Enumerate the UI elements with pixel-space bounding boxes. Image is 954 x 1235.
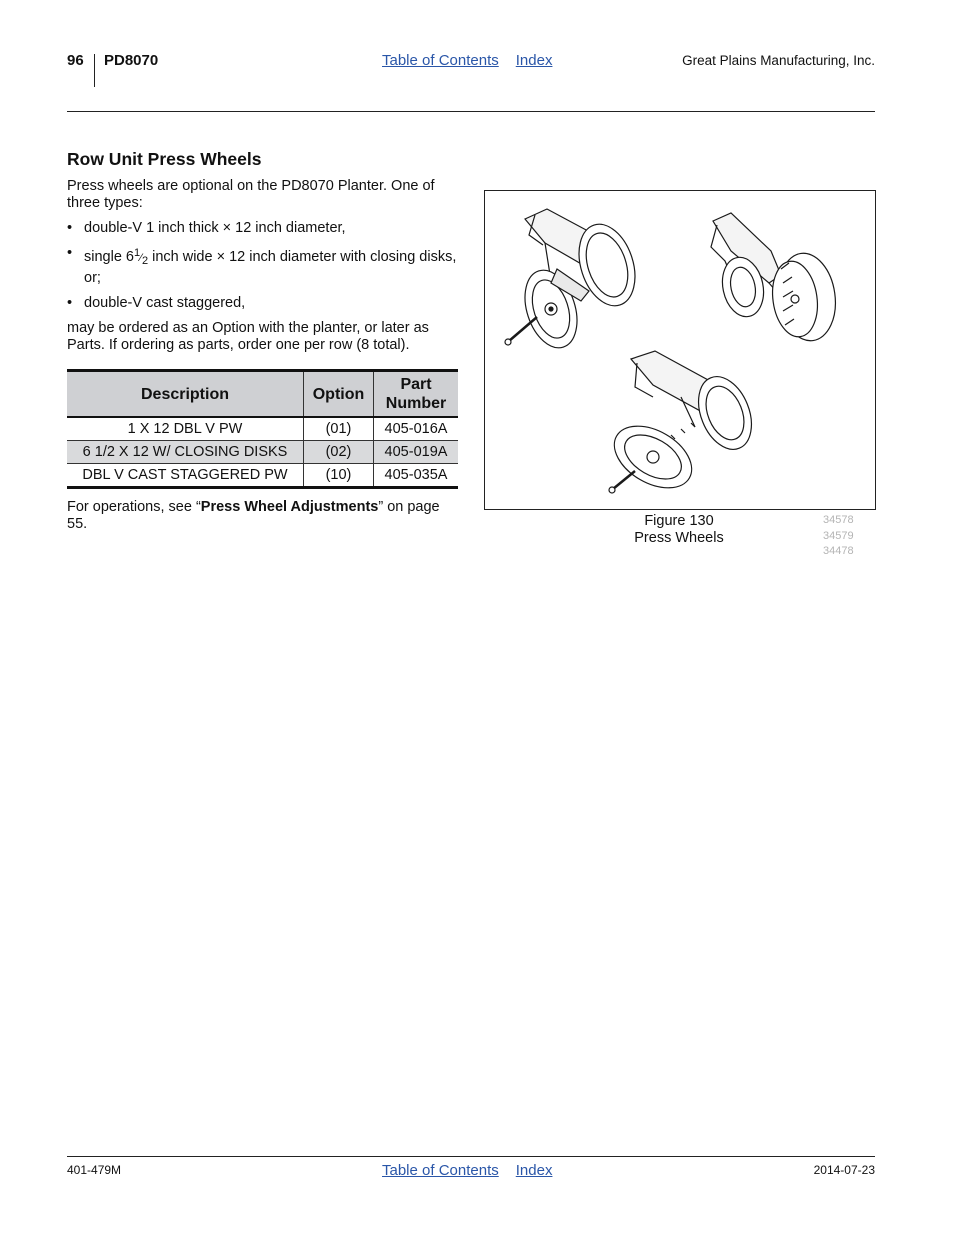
ops-text: For operations, see “ bbox=[67, 499, 201, 515]
content-column bbox=[67, 148, 459, 533]
header-index-link[interactable]: Index bbox=[515, 52, 553, 69]
header-nav bbox=[382, 52, 552, 69]
header-option: Option bbox=[304, 371, 374, 418]
document-number: 401-479M bbox=[67, 1163, 122, 1177]
header-description: Description bbox=[67, 371, 304, 418]
operations-paragraph bbox=[67, 499, 459, 533]
model-name: PD8070 bbox=[104, 52, 159, 69]
footer-toc-link[interactable]: Table of Contents bbox=[382, 1162, 499, 1179]
cell-description: 6 1/2 X 12 W/ CLOSING DISKS bbox=[67, 441, 304, 464]
cell-part-number: 405-016A bbox=[374, 417, 459, 441]
order-paragraph: may be ordered as an Option with the planter, or later as Parts. If ordering as parts, order one per row (8 total). bbox=[67, 320, 429, 353]
cell-option: (10) bbox=[304, 464, 374, 488]
company-name: Great Plains Manufacturing, Inc. bbox=[682, 53, 875, 68]
list-item: • double-V 1 inch thick × 12 inch diameter, bbox=[67, 220, 459, 237]
parts-table bbox=[67, 369, 458, 489]
cell-option: (02) bbox=[304, 441, 374, 464]
intro-paragraph: Press wheels are optional on the PD8070 Planter. One of three types: bbox=[67, 178, 435, 211]
figure-reference-numbers bbox=[823, 513, 854, 560]
closing-disk-press-wheel-drawing bbox=[711, 213, 841, 344]
cell-part-number: 405-019A bbox=[374, 441, 459, 464]
fraction-numerator: 1 bbox=[133, 247, 141, 259]
section-title: Row Unit Press Wheels bbox=[67, 149, 262, 169]
figure-title: Press Wheels bbox=[634, 530, 724, 546]
list-item: • double-V cast staggered, bbox=[67, 295, 459, 312]
ops-text: ” on page 55. bbox=[67, 499, 440, 532]
fraction-denominator: 2 bbox=[141, 255, 149, 267]
page-number: 96 bbox=[67, 52, 84, 69]
cell-option: (01) bbox=[304, 417, 374, 441]
figure-number: Figure 130 bbox=[644, 513, 714, 529]
table-row bbox=[67, 464, 458, 488]
footer-index-link[interactable]: Index bbox=[515, 1162, 553, 1179]
press-wheels-illustration bbox=[485, 191, 875, 509]
figure-ref: 34579 bbox=[823, 529, 854, 542]
cast-staggered-press-wheel-drawing bbox=[604, 351, 762, 501]
double-v-press-wheel-drawing bbox=[505, 209, 645, 354]
list-item bbox=[67, 245, 459, 287]
fraction: $^1⁄_2$ bbox=[133, 247, 149, 267]
press-wheel-types-list bbox=[67, 220, 459, 312]
header-part-number: Part Number bbox=[374, 371, 459, 418]
cell-description: DBL V CAST STAGGERED PW bbox=[82, 467, 288, 483]
table-row bbox=[67, 417, 458, 441]
list-item-text: single 6 bbox=[84, 249, 134, 265]
header-divider bbox=[94, 54, 95, 87]
press-wheels-figure bbox=[484, 190, 876, 510]
footer-nav bbox=[382, 1162, 552, 1179]
footer-rule bbox=[67, 1156, 875, 1157]
figure-caption bbox=[560, 513, 798, 547]
header-rule bbox=[67, 111, 875, 112]
list-item-text: inch wide × 12 inch diameter with closing disks, or; bbox=[84, 249, 457, 286]
table-header-row bbox=[67, 371, 458, 418]
press-wheel-adjustments-ref[interactable]: Press Wheel Adjustments bbox=[200, 499, 379, 515]
table-row bbox=[67, 441, 458, 464]
header-toc-link[interactable]: Table of Contents bbox=[382, 52, 499, 69]
revision-date: 2014-07-23 bbox=[813, 1163, 875, 1177]
cell-description: 1 X 12 DBL V PW bbox=[67, 417, 304, 441]
cell-part-number: 405-035A bbox=[374, 464, 459, 488]
figure-ref: 34578 bbox=[823, 514, 854, 526]
figure-ref: 34478 bbox=[823, 545, 854, 557]
